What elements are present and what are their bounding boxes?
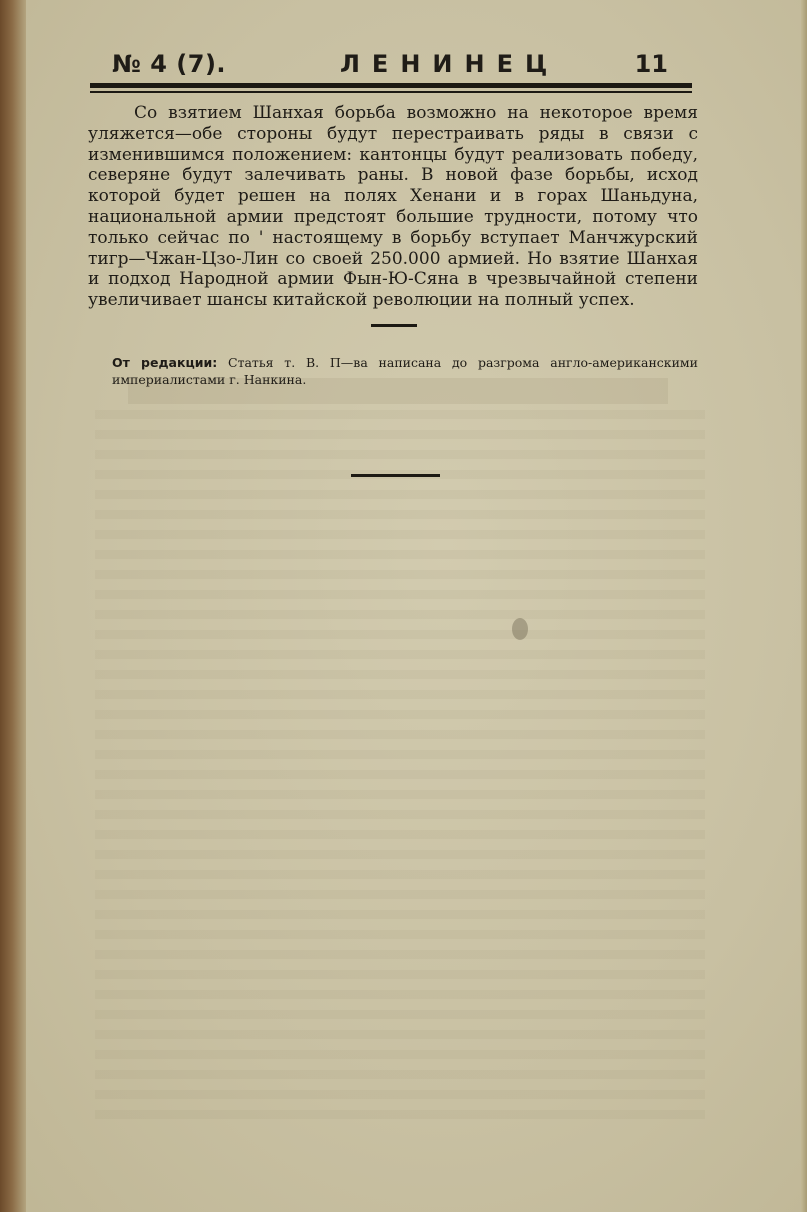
page-header xyxy=(90,50,690,82)
editorial-note xyxy=(112,354,698,388)
article-paragraph: Со взятием Шанхая борьба возможно на некоторое время уляжется—обе стороны будут перестраивать ряды в связи с изменившимся положением: кантонцы будут реализовать победу, северяне будут залечивать раны. В новой фазе борьбы, исход которой будет решен на полях Хенани и в горах Шаньдуна, национальной армии предстоят большие трудности, потому что только сейчас по ' настоящему в борьбу вступает Манчжурский тигр—Чжан-Цзо-Лин со своей 250.000 армией. Но взятие Шанхая и подход Народной армии Фын-Ю-Сяна в чрезвычайной степени увеличивает шансы китайской революции на полный успех. xyxy=(88,103,698,311)
ink-smudge xyxy=(512,618,528,640)
editorial-note-label: От редакции: xyxy=(112,355,218,370)
binding-edge xyxy=(0,0,26,1212)
bleed-through-text xyxy=(95,410,705,1130)
page-edge xyxy=(801,0,807,1212)
end-separator xyxy=(351,474,440,477)
article-body xyxy=(88,103,698,311)
section-separator xyxy=(371,324,417,327)
editorial-note-text: Статья т. В. П—ва написана до разгрома англо-американскими империалистами г. Нанкина. xyxy=(112,355,698,387)
issue-number: № 4 (7). xyxy=(112,50,227,78)
header-rule-thick xyxy=(90,83,692,88)
masthead-title: ЛЕНИНЕЦ xyxy=(340,50,560,78)
page-number: 11 xyxy=(634,50,668,78)
header-rule-thin xyxy=(90,91,692,93)
